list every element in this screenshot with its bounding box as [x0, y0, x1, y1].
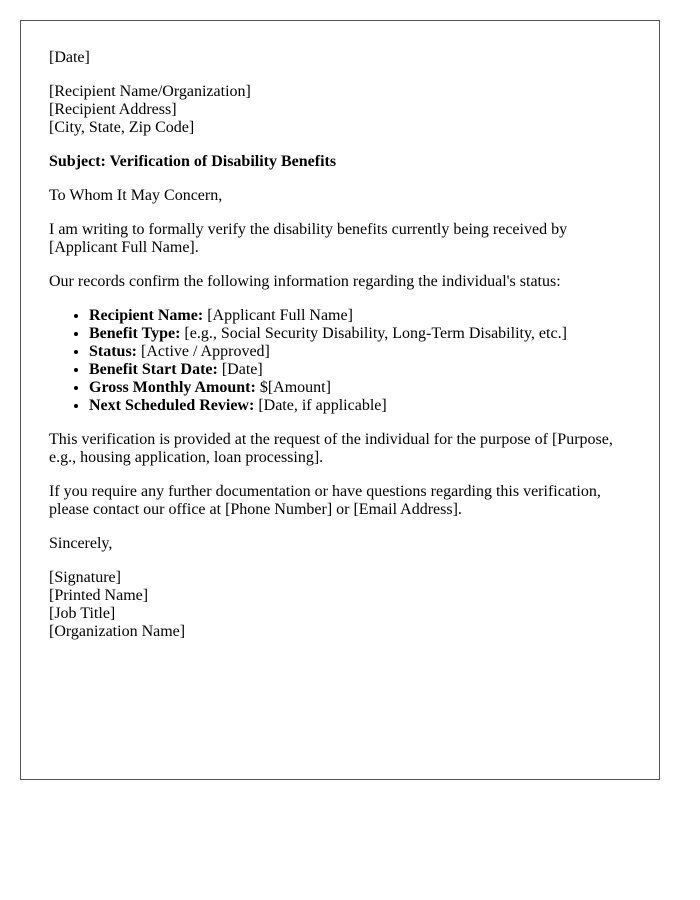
recipient-name: [Recipient Name/Organization] [49, 83, 251, 100]
recipient-city: [City, State, Zip Code] [49, 119, 195, 136]
signature-block [49, 569, 631, 641]
job-title: [Job Title] [49, 605, 116, 622]
detail-status [89, 343, 631, 361]
detail-label: Recipient Name: [89, 307, 204, 324]
detail-label: Gross Monthly Amount: [89, 379, 256, 396]
purpose-paragraph: This verification is provided at the request of the individual for the purpose of [Purpose, e.g., housing application, loan processing]. [49, 431, 613, 466]
records-paragraph: Our records confirm the following information regarding the individual's status: [49, 273, 561, 290]
salutation: To Whom It May Concern, [49, 187, 223, 204]
detail-value: [Date] [217, 361, 263, 378]
intro-paragraph: I am writing to formally verify the disability benefits currently being received by [Applicant Full Name]. [49, 221, 568, 256]
recipient-block [49, 83, 631, 137]
detail-value: [Applicant Full Name] [203, 307, 353, 324]
detail-gross-monthly-amount [89, 379, 631, 397]
detail-value: [e.g., Social Security Disability, Long-Term Disability, etc.] [180, 325, 567, 342]
detail-value: [Active / Approved] [137, 343, 270, 360]
contact-paragraph: If you require any further documentation or have questions regarding this verification, please contact our office at [Phone Number] or [Email Address]. [49, 483, 601, 518]
detail-label: Status: [89, 343, 138, 360]
organization-name: [Organization Name] [49, 623, 186, 640]
printed-name: [Printed Name] [49, 587, 149, 604]
letter-subject: Subject: Verification of Disability Benefits [49, 153, 337, 170]
detail-benefit-start-date [89, 361, 631, 379]
detail-benefit-type [89, 325, 631, 343]
letter-date: [Date] [49, 49, 90, 66]
letter-page [20, 20, 660, 780]
recipient-address: [Recipient Address] [49, 101, 177, 118]
benefit-details-list [49, 307, 631, 415]
detail-label: Next Scheduled Review: [89, 397, 255, 414]
detail-next-review [89, 397, 631, 415]
detail-recipient-name [89, 307, 631, 325]
signature-line: [Signature] [49, 569, 121, 586]
closing: Sincerely, [49, 535, 113, 552]
detail-value: $[Amount] [255, 379, 331, 396]
detail-label: Benefit Start Date: [89, 361, 218, 378]
detail-value: [Date, if applicable] [254, 397, 387, 414]
detail-label: Benefit Type: [89, 325, 181, 342]
